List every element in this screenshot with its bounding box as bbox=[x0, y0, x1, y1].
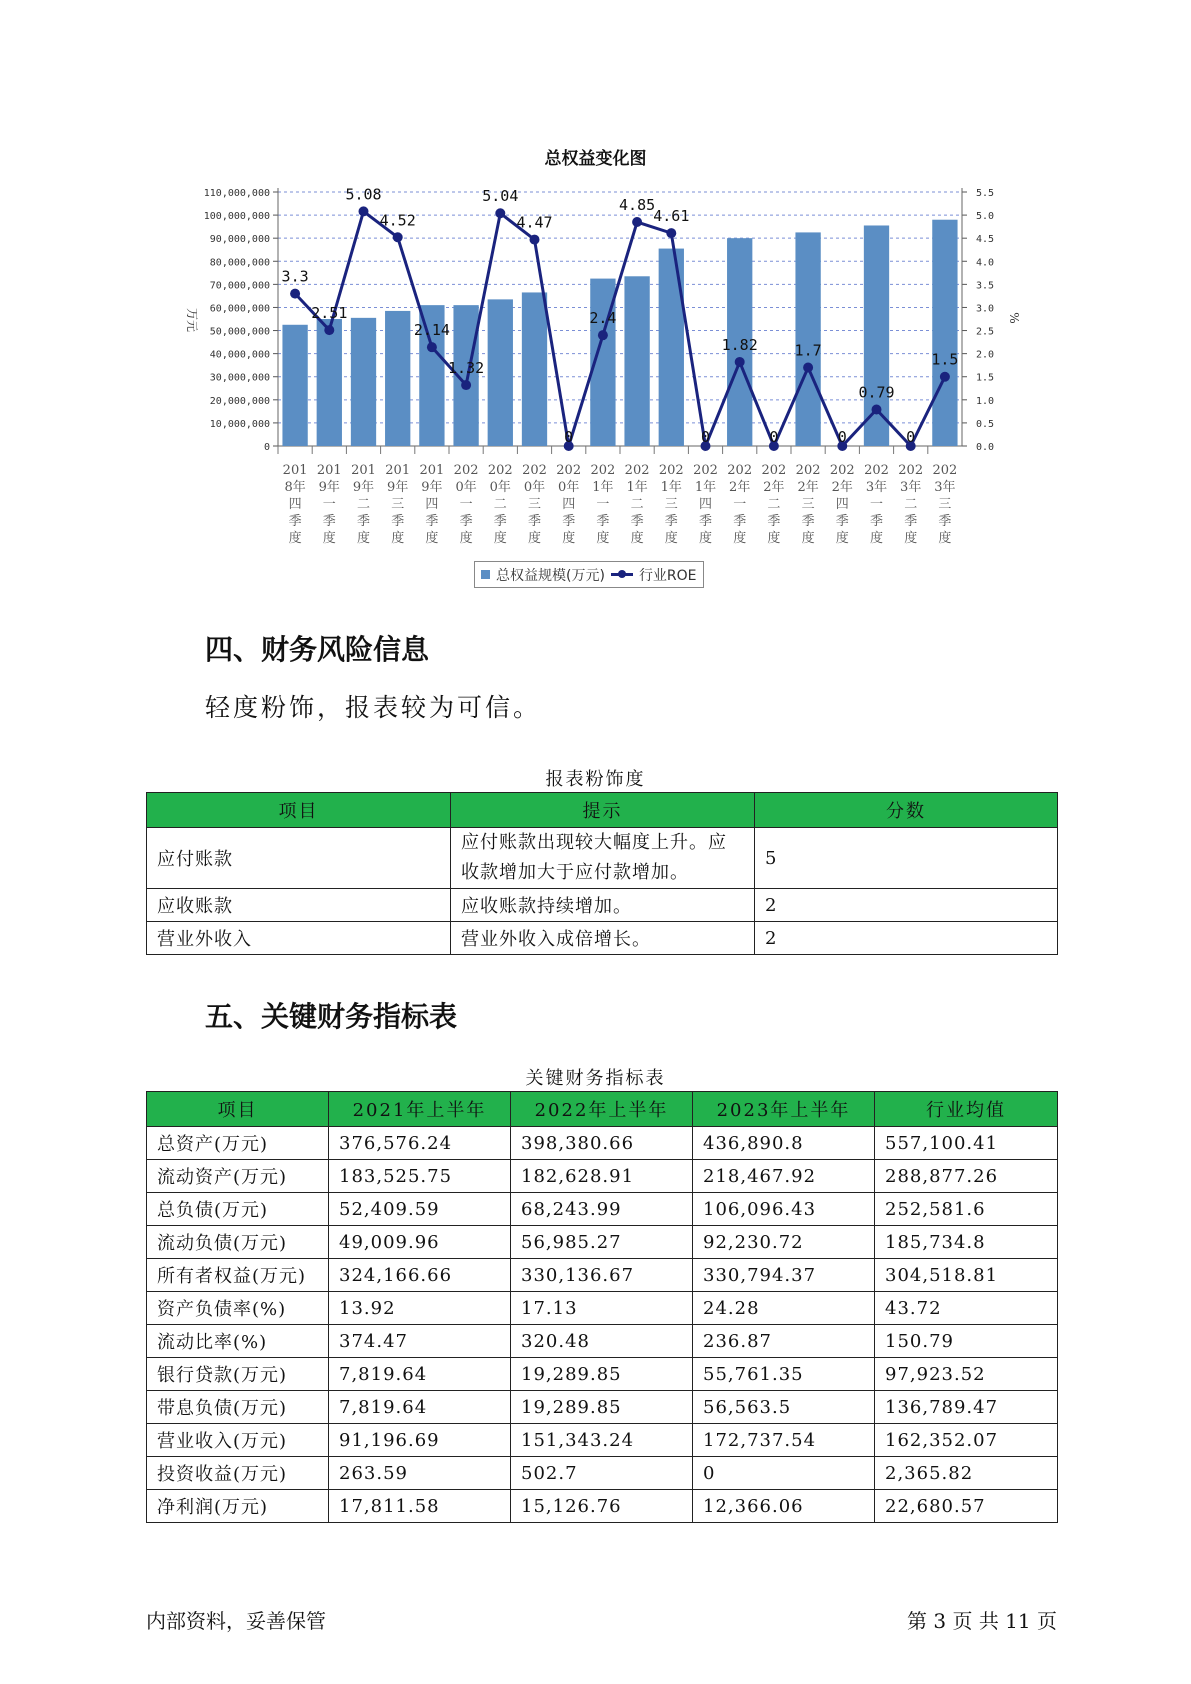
table-header-cell: 提示 bbox=[451, 793, 755, 828]
table-cell: 流动负债(万元) bbox=[147, 1226, 329, 1259]
y2-tick-label: 2.5 bbox=[976, 326, 995, 338]
x-tick-label: 202 3年二季度 bbox=[898, 463, 924, 546]
x-tick-label: 202 0年一季度 bbox=[453, 463, 479, 546]
roe-data-label: 4.47 bbox=[516, 213, 553, 232]
bar bbox=[351, 318, 376, 446]
section5-heading: 五、关键财务指标表 bbox=[205, 1000, 458, 1033]
bar bbox=[317, 319, 342, 446]
y2-tick-label: 5.0 bbox=[976, 211, 995, 223]
y-axis-title: 万元 bbox=[185, 307, 199, 333]
y-tick-label: 80,000,000 bbox=[209, 257, 270, 269]
roe-point bbox=[632, 217, 642, 227]
roe-data-label: 1.7 bbox=[794, 341, 822, 360]
key-metrics-table bbox=[146, 1091, 1058, 1523]
table-cell: 374.47 bbox=[329, 1325, 511, 1358]
table-row bbox=[147, 922, 1058, 955]
y-tick-label: 30,000,000 bbox=[209, 372, 270, 384]
table-cell: 投资收益(万元) bbox=[147, 1457, 329, 1490]
y2-tick-label: 5.5 bbox=[976, 188, 995, 199]
x-tick-label: 202 2年三季度 bbox=[795, 463, 821, 546]
y2-tick-label: 1.5 bbox=[976, 372, 995, 384]
table-cell: 376,576.24 bbox=[329, 1127, 511, 1160]
table-cell: 营业外收入 bbox=[147, 922, 451, 955]
roe-data-label: 2.4 bbox=[589, 309, 617, 328]
x-tick-label: 201 9年四季度 bbox=[419, 463, 445, 546]
table-cell: 330,136.67 bbox=[511, 1259, 693, 1292]
table-cell: 185,734.8 bbox=[875, 1226, 1058, 1259]
chart-title: 总权益变化图 bbox=[544, 149, 647, 169]
table-cell: 436,890.8 bbox=[693, 1127, 875, 1160]
table-cell: 24.28 bbox=[693, 1292, 875, 1325]
table-row bbox=[147, 1127, 1058, 1160]
table-cell: 营业收入(万元) bbox=[147, 1424, 329, 1457]
table1-caption: 报表粉饰度 bbox=[545, 769, 646, 790]
bar bbox=[659, 249, 684, 446]
table-cell: 398,380.66 bbox=[511, 1127, 693, 1160]
roe-data-label: 4.85 bbox=[619, 196, 656, 215]
x-tick-label: 202 1年一季度 bbox=[590, 463, 616, 546]
roe-data-label: 2.51 bbox=[311, 304, 348, 323]
bar bbox=[385, 311, 410, 446]
section4-heading: 四、财务风险信息 bbox=[205, 633, 430, 666]
table-cell: 净利润(万元) bbox=[147, 1490, 329, 1523]
table-cell: 17,811.58 bbox=[329, 1490, 511, 1523]
table-header-cell: 2022年上半年 bbox=[511, 1092, 693, 1127]
table-cell: 19,289.85 bbox=[511, 1391, 693, 1424]
roe-point bbox=[598, 330, 608, 340]
x-tick-label: 201 9年一季度 bbox=[316, 463, 342, 546]
y2-tick-label: 3.0 bbox=[976, 303, 995, 315]
table-cell: 330,794.37 bbox=[693, 1259, 875, 1292]
table-cell: 151,343.24 bbox=[511, 1424, 693, 1457]
table-cell: 56,563.5 bbox=[693, 1391, 875, 1424]
table-cell: 182,628.91 bbox=[511, 1160, 693, 1193]
roe-point bbox=[872, 405, 882, 415]
y-tick-label: 0 bbox=[263, 442, 270, 453]
roe-data-label: 1.82 bbox=[721, 335, 758, 354]
equity-chart bbox=[0, 0, 1191, 600]
table-cell: 17.13 bbox=[511, 1292, 693, 1325]
y2-tick-label: 3.5 bbox=[976, 280, 995, 292]
table-cell: 5 bbox=[755, 828, 1058, 889]
table-cell: 2 bbox=[755, 922, 1058, 955]
table2-caption: 关键财务指标表 bbox=[525, 1068, 666, 1089]
y-tick-label: 90,000,000 bbox=[209, 234, 270, 246]
table-cell: 13.92 bbox=[329, 1292, 511, 1325]
table-cell: 所有者权益(万元) bbox=[147, 1259, 329, 1292]
table-cell: 7,819.64 bbox=[329, 1391, 511, 1424]
legend-line-swatch bbox=[611, 573, 633, 576]
table-cell: 183,525.75 bbox=[329, 1160, 511, 1193]
table-cell: 应付账款 bbox=[147, 828, 451, 889]
bar bbox=[624, 276, 649, 446]
table-header-row bbox=[147, 793, 1058, 828]
roe-point bbox=[324, 325, 334, 335]
table-cell: 流动比率(%) bbox=[147, 1325, 329, 1358]
table-header-row bbox=[147, 1092, 1058, 1127]
table-cell: 55,761.35 bbox=[693, 1358, 875, 1391]
roe-point bbox=[290, 289, 300, 299]
table-row bbox=[147, 1457, 1058, 1490]
table-cell: 252,581.6 bbox=[875, 1193, 1058, 1226]
table-cell: 150.79 bbox=[875, 1325, 1058, 1358]
roe-data-label: 0 bbox=[700, 428, 711, 446]
roe-data-label: 5.04 bbox=[482, 187, 519, 206]
roe-point bbox=[393, 232, 403, 242]
whitewash-table bbox=[146, 792, 1058, 955]
table-cell: 218,467.92 bbox=[693, 1160, 875, 1193]
x-tick-label: 202 2年二季度 bbox=[761, 463, 787, 546]
chart-svg bbox=[0, 0, 1191, 600]
x-tick-label: 202 0年三季度 bbox=[522, 463, 547, 546]
section4-text: 轻度粉饰，报表较为可信。 bbox=[205, 693, 542, 722]
bar bbox=[282, 325, 307, 446]
table-cell: 22,680.57 bbox=[875, 1490, 1058, 1523]
footer-left: 内部资料，妥善保管 bbox=[146, 1609, 326, 1633]
roe-point bbox=[461, 380, 471, 390]
table-row bbox=[147, 1490, 1058, 1523]
table-cell: 总资产(万元) bbox=[147, 1127, 329, 1160]
table-cell: 162,352.07 bbox=[875, 1424, 1058, 1457]
table-header-cell: 2021年上半年 bbox=[329, 1092, 511, 1127]
table-cell: 资产负债率(%) bbox=[147, 1292, 329, 1325]
table-row bbox=[147, 1325, 1058, 1358]
table-cell: 52,409.59 bbox=[329, 1193, 511, 1226]
roe-data-label: 0.79 bbox=[858, 383, 895, 402]
table-cell: 12,366.06 bbox=[693, 1490, 875, 1523]
roe-point bbox=[359, 206, 369, 216]
table-cell: 557,100.41 bbox=[875, 1127, 1058, 1160]
table-cell: 91,196.69 bbox=[329, 1424, 511, 1457]
table-header-cell: 2023年上半年 bbox=[693, 1092, 875, 1127]
legend-bar-label: 总权益规模(万元) bbox=[496, 567, 605, 584]
table-cell: 带息负债(万元) bbox=[147, 1391, 329, 1424]
y-tick-label: 100,000,000 bbox=[203, 211, 270, 223]
y2-axis-title: % bbox=[1007, 312, 1021, 324]
x-tick-label: 202 1年二季度 bbox=[624, 463, 650, 546]
table-row bbox=[147, 1259, 1058, 1292]
table-row bbox=[147, 1193, 1058, 1226]
roe-data-label: 4.52 bbox=[379, 211, 416, 230]
roe-data-label: 1.32 bbox=[448, 359, 485, 378]
table-cell: 0 bbox=[693, 1457, 875, 1490]
table-header-cell: 分数 bbox=[755, 793, 1058, 828]
legend-bar-swatch bbox=[481, 570, 490, 579]
x-tick-label: 202 1年四季度 bbox=[693, 463, 718, 546]
table-cell: 应收账款持续增加。 bbox=[451, 889, 755, 922]
table-cell: 320.48 bbox=[511, 1325, 693, 1358]
footer-right: 第 3 页 共 11 页 bbox=[907, 1609, 1057, 1633]
table-row bbox=[147, 1226, 1058, 1259]
table-cell: 15,126.76 bbox=[511, 1490, 693, 1523]
roe-data-label: 2.14 bbox=[413, 321, 450, 340]
x-tick-label: 202 1年三季度 bbox=[658, 463, 684, 546]
x-tick-label: 202 3年三季度 bbox=[932, 463, 958, 546]
y2-tick-label: 4.5 bbox=[976, 234, 995, 246]
roe-data-label: 0 bbox=[906, 428, 916, 446]
table-cell: 2,365.82 bbox=[875, 1457, 1058, 1490]
table-row bbox=[147, 889, 1058, 922]
roe-point bbox=[940, 372, 950, 382]
bar bbox=[795, 232, 820, 446]
table-cell: 应收账款 bbox=[147, 889, 451, 922]
table-cell: 288,877.26 bbox=[875, 1160, 1058, 1193]
roe-data-label: 3.3 bbox=[281, 267, 309, 286]
table-cell: 7,819.64 bbox=[329, 1358, 511, 1391]
y-tick-label: 40,000,000 bbox=[209, 349, 270, 361]
roe-point bbox=[735, 357, 745, 367]
x-tick-label: 201 9年三季度 bbox=[385, 463, 411, 546]
table-cell: 19,289.85 bbox=[511, 1358, 693, 1391]
roe-point bbox=[530, 235, 540, 245]
table-cell: 106,096.43 bbox=[693, 1193, 875, 1226]
table-cell: 43.72 bbox=[875, 1292, 1058, 1325]
x-tick-label: 202 2年一季度 bbox=[727, 463, 753, 546]
bar bbox=[932, 220, 957, 446]
roe-data-label: 4.61 bbox=[653, 207, 690, 226]
y-tick-label: 10,000,000 bbox=[209, 418, 270, 430]
table-cell: 2 bbox=[755, 889, 1058, 922]
table-cell: 应付账款出现较大幅度上升。应收款增加大于应付款增加。 bbox=[451, 828, 755, 889]
table-cell: 502.7 bbox=[511, 1457, 693, 1490]
roe-data-label: 1.5 bbox=[931, 350, 959, 369]
table-cell: 营业外收入成倍增长。 bbox=[451, 922, 755, 955]
table-cell: 97,923.52 bbox=[875, 1358, 1058, 1391]
x-tick-label: 201 9年二季度 bbox=[351, 463, 376, 546]
y2-tick-label: 4.0 bbox=[976, 257, 995, 269]
table-cell: 68,243.99 bbox=[511, 1193, 693, 1226]
table-cell: 304,518.81 bbox=[875, 1259, 1058, 1292]
y-tick-label: 20,000,000 bbox=[209, 395, 270, 407]
y2-tick-label: 1.0 bbox=[976, 395, 995, 407]
x-tick-label: 202 2年四季度 bbox=[829, 463, 855, 546]
roe-point bbox=[666, 228, 676, 238]
roe-data-label: 0 bbox=[837, 428, 847, 446]
table-cell: 56,985.27 bbox=[511, 1226, 693, 1259]
x-tick-label: 202 0年四季度 bbox=[556, 463, 582, 546]
table-row bbox=[147, 1358, 1058, 1391]
roe-point bbox=[427, 342, 437, 352]
x-tick-label: 202 0年二季度 bbox=[487, 463, 513, 546]
table-row bbox=[147, 828, 1058, 889]
table-row bbox=[147, 1424, 1058, 1457]
table-header-cell: 行业均值 bbox=[875, 1092, 1058, 1127]
legend-line-label: 行业ROE bbox=[638, 567, 697, 584]
y-tick-label: 110,000,000 bbox=[203, 188, 270, 199]
roe-data-label: 5.08 bbox=[345, 185, 382, 204]
table-header-cell: 项目 bbox=[147, 1092, 329, 1127]
roe-point bbox=[495, 208, 505, 218]
table-cell: 49,009.96 bbox=[329, 1226, 511, 1259]
roe-point bbox=[803, 362, 813, 372]
chart-legend bbox=[474, 561, 704, 588]
y2-tick-label: 2.0 bbox=[976, 349, 995, 361]
y-tick-label: 70,000,000 bbox=[209, 280, 270, 292]
table-row bbox=[147, 1391, 1058, 1424]
bar bbox=[488, 299, 513, 446]
y-tick-label: 60,000,000 bbox=[209, 303, 270, 315]
table-cell: 银行贷款(万元) bbox=[147, 1358, 329, 1391]
table-cell: 流动资产(万元) bbox=[147, 1160, 329, 1193]
table-header-cell: 项目 bbox=[147, 793, 451, 828]
roe-data-label: 0 bbox=[564, 428, 574, 446]
x-tick-label: 202 3年一季度 bbox=[864, 463, 889, 546]
bar bbox=[522, 292, 547, 446]
table-row bbox=[147, 1292, 1058, 1325]
table-cell: 总负债(万元) bbox=[147, 1193, 329, 1226]
y-tick-label: 50,000,000 bbox=[209, 326, 270, 338]
y2-tick-label: 0.0 bbox=[976, 442, 995, 453]
y2-tick-label: 0.5 bbox=[976, 418, 995, 430]
x-tick-label: 201 8年四季度 bbox=[282, 463, 308, 546]
table-cell: 136,789.47 bbox=[875, 1391, 1058, 1424]
table-cell: 263.59 bbox=[329, 1457, 511, 1490]
table-cell: 236.87 bbox=[693, 1325, 875, 1358]
table-cell: 172,737.54 bbox=[693, 1424, 875, 1457]
table-cell: 324,166.66 bbox=[329, 1259, 511, 1292]
table-cell: 92,230.72 bbox=[693, 1226, 875, 1259]
table-row bbox=[147, 1160, 1058, 1193]
roe-data-label: 0 bbox=[769, 428, 779, 446]
